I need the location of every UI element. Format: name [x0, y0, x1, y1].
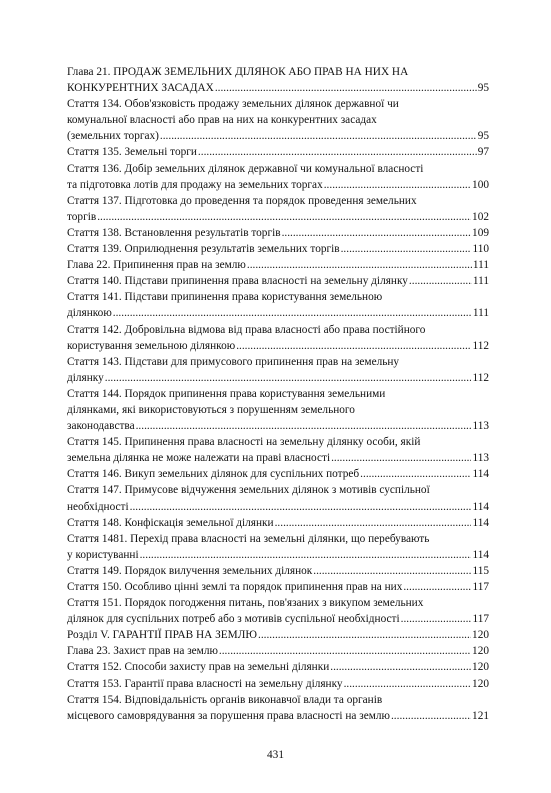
toc-entry-line: [67, 80, 489, 96]
toc-dot-leader: [136, 418, 472, 434]
toc-entry-text: Глава 21. ПРОДАЖ ЗЕМЕЛЬНИХ ДІЛЯНОК АБО ПРАВ НА НИХ НА: [67, 66, 409, 78]
toc-entry-text: Стаття 144. Порядок припинення права користування земельними: [67, 387, 386, 400]
toc-entry-text: Стаття 149. Порядок вилучення земельних ділянок: [67, 564, 313, 577]
toc-entry: [67, 161, 489, 193]
toc-page-number: 112: [472, 339, 489, 352]
table-of-contents: [67, 64, 489, 724]
toc-entry: [67, 322, 489, 354]
toc-dot-leader: [324, 177, 471, 193]
toc-entry: [67, 273, 489, 289]
toc-entry-line: [67, 531, 489, 547]
toc-entry: [67, 563, 489, 579]
toc-dot-leader: [275, 515, 472, 531]
toc-entry-line: [67, 466, 489, 482]
toc-dot-leader: [331, 450, 471, 466]
toc-page-number: 117: [472, 613, 489, 626]
toc-entry-text: користування земельною ділянкою: [67, 339, 236, 352]
toc-entry-text: Стаття 136. Добір земельних ділянок державної чи комунальної власності: [67, 162, 424, 175]
toc-page-number: 114: [472, 500, 489, 513]
toc-entry-line: [67, 209, 489, 225]
toc-entry-line: [67, 177, 489, 193]
toc-entry-line: [67, 225, 489, 241]
toc-entry: [67, 692, 489, 724]
toc-entry-line: [67, 386, 489, 402]
toc-dot-leader: [236, 338, 471, 354]
toc-entry-text: ділянок для суспільних потреб або з мотивів суспільної необхідності: [67, 613, 400, 626]
toc-page-number: 113: [472, 420, 489, 433]
toc-entry-text: Стаття 1481. Перехід права власності на земельні ділянки, що перебувають: [67, 532, 430, 545]
toc-entry-text: Стаття 142. Добровільна відмова від права власності або права постійного: [67, 323, 426, 336]
toc-entry-line: [67, 627, 489, 643]
toc-entry: [67, 64, 489, 96]
toc-page-number: 114: [472, 468, 489, 481]
toc-page-number: 120: [472, 645, 489, 658]
toc-page-number: 95: [477, 82, 489, 95]
toc-entry-line: [67, 499, 489, 515]
toc-entry-text: КОНКУРЕНТНИХ ЗАСАДАХ: [67, 82, 214, 95]
toc-dot-leader: [160, 128, 477, 144]
toc-entry: [67, 531, 489, 563]
toc-entry-line: [67, 676, 489, 692]
toc-entry-line: [67, 370, 489, 386]
toc-entry-text: та підготовка лотів для продажу на земельних торгах: [67, 178, 323, 191]
toc-entry-text: Стаття 139. Оприлюднення результатів земельних торгів: [67, 243, 340, 256]
toc-entry: [67, 627, 489, 643]
toc-entry-text: у користуванні: [67, 548, 139, 561]
toc-page-number: 120: [472, 677, 489, 690]
toc-entry-text: (земельних торгах): [67, 130, 159, 143]
toc-page-number: 114: [472, 516, 489, 529]
toc-dot-leader: [219, 643, 471, 659]
toc-dot-leader: [391, 708, 471, 724]
toc-entry-text: Стаття 143. Підстави для примусового припинення прав на земельну: [67, 355, 400, 368]
toc-entry: [67, 386, 489, 434]
toc-dot-leader: [330, 659, 471, 675]
toc-entry-line: [67, 611, 489, 627]
toc-entry-line: [67, 595, 489, 611]
toc-entry-text: Стаття 148. Конфіскація земельної ділянки: [67, 516, 274, 529]
toc-entry-text: торгів: [67, 210, 97, 223]
toc-dot-leader: [341, 241, 472, 257]
toc-entry: [67, 643, 489, 659]
toc-entry-line: [67, 563, 489, 579]
toc-page-number: 110: [472, 243, 489, 256]
toc-entry-line: [67, 64, 489, 80]
toc-entry: [67, 434, 489, 466]
toc-entry-line: [67, 96, 489, 112]
toc-entry: [67, 289, 489, 321]
toc-entry-line: [67, 418, 489, 434]
toc-entry: [67, 225, 489, 241]
toc-page-number: 120: [472, 661, 489, 674]
toc-entry-line: [67, 128, 489, 144]
toc-page-number: 112: [472, 371, 489, 384]
toc-entry-line: [67, 547, 489, 563]
toc-entry-text: Стаття 135. Земельні торги: [67, 146, 197, 159]
toc-entry: [67, 595, 489, 627]
toc-entry-text: Глава 23. Захист прав на землю: [67, 645, 218, 658]
toc-entry-text: Глава 22. Припинення прав на землю: [67, 259, 246, 272]
toc-entry: [67, 676, 489, 692]
toc-dot-leader: [360, 466, 471, 482]
toc-dot-leader: [105, 370, 472, 386]
toc-dot-leader: [409, 273, 472, 289]
toc-page-number: 111: [472, 275, 489, 288]
toc-page-number: 121: [472, 709, 489, 722]
toc-entry: [67, 193, 489, 225]
toc-entry-text: місцевого самоврядування за порушення права власності на землю: [67, 709, 390, 722]
toc-dot-leader: [97, 209, 471, 225]
toc-page-number: 114: [472, 548, 489, 561]
toc-entry-text: Стаття 150. Особливо цінні землі та порядок припинення прав на них: [67, 581, 403, 593]
toc-entry-line: [67, 112, 489, 128]
page-number: 431: [267, 749, 284, 761]
toc-dot-leader: [113, 305, 472, 321]
toc-entry-text: ділянку: [67, 371, 104, 384]
toc-entry-line: [67, 322, 489, 338]
toc-page-number: 111: [472, 259, 489, 272]
toc-dot-leader: [401, 611, 472, 627]
toc-entry-line: [67, 305, 489, 321]
toc-entry-line: [67, 643, 489, 659]
toc-entry: [67, 144, 489, 160]
toc-entry-text: Стаття 146. Викуп земельних ділянок для суспільних потреб: [67, 468, 360, 481]
toc-dot-leader: [313, 563, 471, 579]
toc-page-number: 109: [472, 226, 489, 239]
toc-dot-leader: [198, 144, 477, 160]
toc-entry-text: ділянками, які використовуються з порушенням земельного: [67, 403, 355, 416]
toc-entry-line: [67, 402, 489, 418]
toc-entry: [67, 257, 489, 273]
toc-entry-text: Стаття 138. Встановлення результатів торгів: [67, 226, 281, 239]
toc-page-number: 117: [472, 581, 489, 593]
toc-entry-line: [67, 354, 489, 370]
toc-entry-line: [67, 659, 489, 675]
toc-dot-leader: [215, 80, 477, 96]
toc-entry-text: ділянкою: [67, 307, 112, 320]
toc-dot-leader: [140, 547, 472, 563]
toc-entry-line: [67, 161, 489, 177]
toc-entry-line: [67, 708, 489, 724]
toc-page-number: 113: [472, 452, 489, 465]
toc-entry-text: Стаття 154. Відповідальність органів виконавчої влади та органів: [67, 693, 383, 706]
toc-entry-line: [67, 434, 489, 450]
toc-page-number: 111: [472, 307, 489, 320]
toc-entry-line: [67, 273, 489, 289]
toc-entry-text: Стаття 137. Підготовка до проведення та порядок проведення земельних: [67, 194, 417, 207]
toc-dot-leader: [403, 579, 471, 595]
toc-page-number: 95: [477, 130, 489, 143]
toc-entry: [67, 96, 489, 144]
toc-entry: [67, 241, 489, 257]
toc-entry: [67, 482, 489, 514]
toc-entry-text: комунальної власності або прав на них на конкурентних засадах: [67, 114, 377, 127]
toc-dot-leader: [258, 627, 471, 643]
toc-entry-text: Стаття 153. Гарантії права власності на земельну ділянку: [67, 677, 343, 690]
toc-entry-text: земельна ділянка не може належати на праві власності: [67, 452, 331, 465]
toc-entry-line: [67, 289, 489, 305]
toc-entry-line: [67, 193, 489, 209]
toc-dot-leader: [282, 225, 471, 241]
toc-entry-text: Стаття 145. Припинення права власності на земельну ділянку особи, якій: [67, 436, 421, 449]
toc-entry-line: [67, 257, 489, 273]
toc-entry-text: Розділ V. ГАРАНТІЇ ПРАВ НА ЗЕМЛЮ: [67, 629, 257, 642]
toc-entry-text: законодавства: [67, 420, 135, 433]
toc-entry-line: [67, 450, 489, 466]
toc-entry: [67, 659, 489, 675]
toc-page-number: 102: [472, 210, 489, 223]
toc-page-number: 115: [472, 564, 489, 577]
toc-entry-line: [67, 579, 489, 595]
toc-entry-line: [67, 692, 489, 708]
toc-entry-text: Стаття 147. Примусове відчуження земельних ділянок з мотивів суспільної: [67, 484, 430, 497]
toc-page-number: 100: [472, 178, 489, 191]
toc-dot-leader: [130, 499, 472, 515]
toc-entry: [67, 354, 489, 386]
toc-entry-text: Стаття 134. Обов'язковість продажу земельних ділянок державної чи: [67, 98, 399, 111]
toc-dot-leader: [344, 676, 471, 692]
toc-page-number: 97: [477, 146, 489, 159]
toc-entry-text: Стаття 141. Підстави припинення права користування земельною: [67, 291, 383, 304]
toc-entry-line: [67, 338, 489, 354]
toc-entry: [67, 466, 489, 482]
toc-entry-line: [67, 482, 489, 498]
toc-entry-text: Стаття 140. Підстави припинення права власності на земельну ділянку: [67, 275, 408, 288]
toc-entry-text: необхідності: [67, 500, 129, 513]
toc-entry-text: Стаття 152. Способи захисту прав на земельні ділянки: [67, 661, 330, 674]
toc-page-number: 120: [472, 629, 489, 642]
toc-entry-line: [67, 515, 489, 531]
toc-entry: [67, 579, 489, 595]
toc-entry: [67, 515, 489, 531]
toc-entry-text: Стаття 151. Порядок погодження питань, пов'язаних з викупом земельних: [67, 597, 424, 610]
toc-entry-line: [67, 144, 489, 160]
toc-dot-leader: [247, 257, 472, 273]
toc-entry-line: [67, 241, 489, 257]
